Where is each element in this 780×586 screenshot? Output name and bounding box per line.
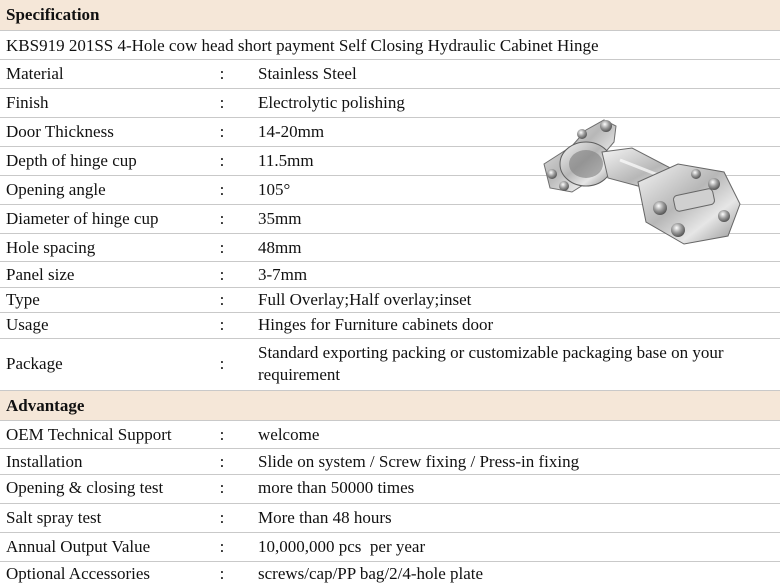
spec-row-material — [0, 60, 780, 89]
adv-value: more than 50000 times — [258, 478, 415, 497]
specification-header — [0, 0, 780, 31]
spec-label: Panel size — [6, 265, 75, 284]
adv-row-open-close-test — [0, 475, 780, 504]
cabinet-hinge-image — [528, 112, 746, 262]
spec-label: Type — [6, 290, 40, 309]
spec-value: Hinges for Furniture cabinets door — [258, 315, 494, 334]
adv-separator: : — [219, 537, 225, 556]
adv-value: screws/cap/PP bag/2/4-hole plate — [258, 564, 484, 583]
adv-separator: : — [219, 478, 225, 497]
advantage-header — [0, 391, 780, 421]
adv-row-oem-support — [0, 421, 780, 449]
spec-label: Diameter of hinge cup — [6, 209, 159, 228]
spec-row-type — [0, 288, 780, 313]
adv-separator: : — [219, 425, 225, 444]
spec-separator: : — [219, 180, 225, 199]
spec-label: Usage — [6, 315, 49, 334]
spec-value: 14-20mm — [258, 122, 325, 141]
spec-separator: : — [219, 122, 225, 141]
adv-row-annual-output — [0, 533, 780, 562]
adv-label: OEM Technical Support — [6, 425, 172, 444]
adv-label: Installation — [6, 452, 83, 471]
spec-row-package — [0, 339, 780, 391]
adv-label: Salt spray test — [6, 508, 102, 527]
spec-row-usage — [0, 313, 780, 339]
spec-label: Finish — [6, 93, 49, 112]
spec-separator: : — [219, 290, 225, 309]
spec-value: Stainless Steel — [258, 64, 357, 83]
spec-value: 11.5mm — [258, 151, 314, 170]
adv-value: More than 48 hours — [258, 508, 392, 527]
spec-label: Material — [6, 64, 64, 83]
adv-separator: : — [219, 564, 225, 583]
spec-label: Door Thickness — [6, 122, 114, 141]
spec-separator: : — [219, 354, 225, 373]
spec-value: 105° — [258, 180, 291, 199]
spec-value: 48mm — [258, 238, 302, 257]
spec-separator: : — [219, 265, 225, 284]
adv-label: Optional Accessories — [6, 564, 150, 583]
spec-separator: : — [219, 93, 225, 112]
spec-row-panel-size — [0, 262, 780, 288]
spec-value: Standard exporting packing or customizable packaging base on your requirement — [258, 343, 724, 384]
adv-value: welcome — [258, 425, 320, 444]
product-title-row — [0, 31, 780, 60]
adv-value: 10,000,000 pcs per year — [258, 537, 426, 556]
spec-value: 3-7mm — [258, 265, 308, 284]
product-title: KBS919 201SS 4-Hole cow head short payment Self Closing Hydraulic Cabinet Hinge — [6, 36, 599, 55]
adv-row-accessories — [0, 562, 780, 586]
adv-separator: : — [219, 452, 225, 471]
specification-heading: Specification — [6, 5, 100, 24]
spec-value: 35mm — [258, 209, 302, 228]
spec-label: Hole spacing — [6, 238, 96, 257]
spec-label: Package — [6, 354, 63, 373]
adv-label: Opening & closing test — [6, 478, 164, 497]
spec-separator: : — [219, 209, 225, 228]
spec-separator: : — [219, 238, 225, 257]
spec-separator: : — [219, 64, 225, 83]
spec-label: Opening angle — [6, 180, 106, 199]
spec-label: Depth of hinge cup — [6, 151, 137, 170]
adv-value: Slide on system / Screw fixing / Press-in fixing — [258, 452, 580, 471]
adv-row-installation — [0, 449, 780, 475]
adv-label: Annual Output Value — [6, 537, 151, 556]
adv-separator: : — [219, 508, 225, 527]
spec-value: Electrolytic polishing — [258, 93, 405, 112]
spec-value: Full Overlay;Half overlay;inset — [258, 290, 472, 309]
spec-separator: : — [219, 315, 225, 334]
spec-separator: : — [219, 151, 225, 170]
advantage-heading: Advantage — [6, 396, 85, 415]
adv-row-salt-spray — [0, 504, 780, 533]
